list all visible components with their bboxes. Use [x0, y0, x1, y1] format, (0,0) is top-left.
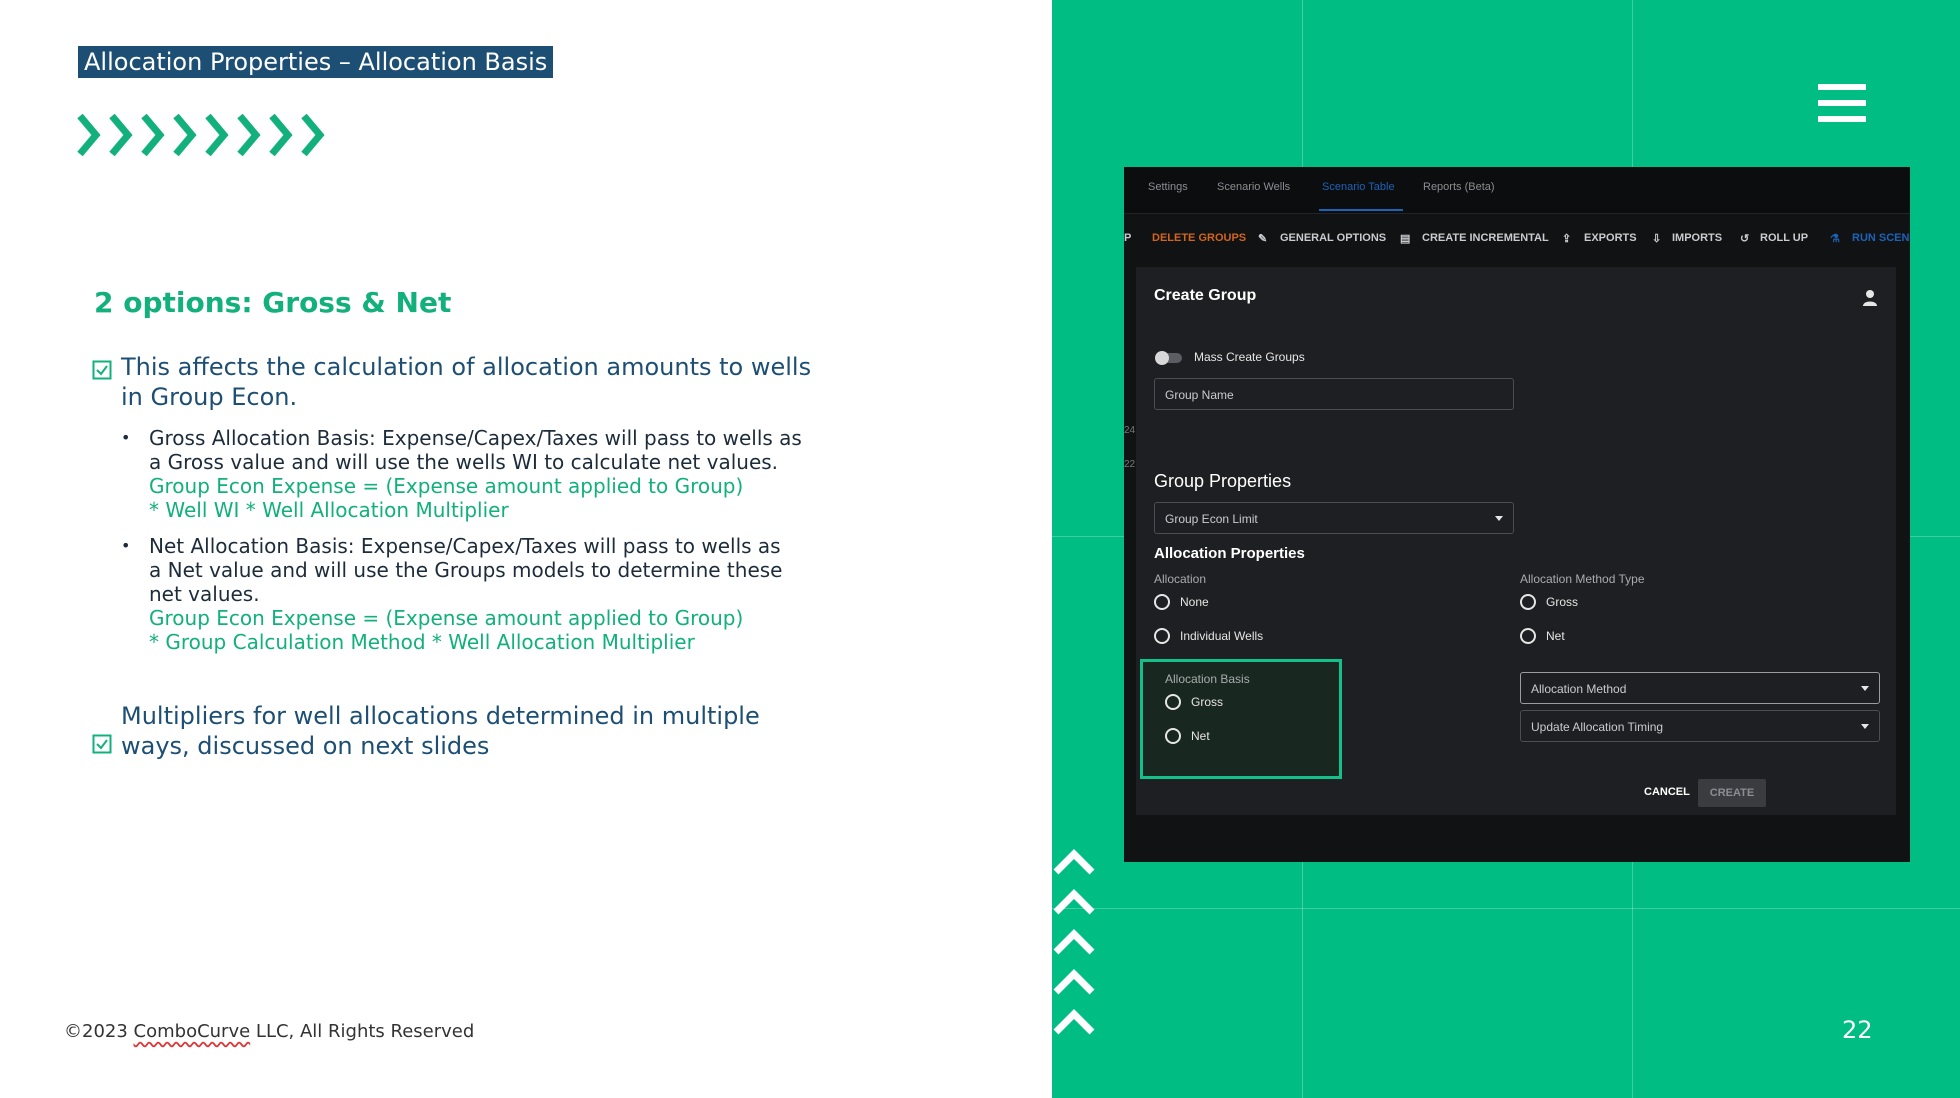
- method-type-label: Allocation Method Type: [1520, 572, 1645, 586]
- basis-label: Allocation Basis: [1165, 672, 1250, 686]
- menu-hamburger-icon[interactable]: [1818, 84, 1868, 122]
- export-icon: ⇪: [1562, 233, 1572, 245]
- up-chevrons-decoration: [1052, 840, 1098, 1040]
- chart-icon: ▤: [1400, 233, 1411, 245]
- basis-gross-label: Gross: [1191, 695, 1224, 709]
- bullet-dot: •: [121, 428, 131, 447]
- delete-groups-button[interactable]: DELETE GROUPS: [1152, 232, 1247, 244]
- group-name-input[interactable]: [1154, 378, 1514, 410]
- basis-gross-radio[interactable]: [1165, 694, 1181, 710]
- chevron-down-icon: [1861, 686, 1869, 691]
- group-econ-value: Group Econ Limit: [1165, 512, 1258, 526]
- modal-title: Create Group: [1154, 287, 1257, 304]
- basis-net-radio[interactable]: [1165, 728, 1181, 744]
- allocation-method-value: Allocation Method: [1531, 682, 1627, 696]
- bullet-dot: •: [121, 536, 131, 555]
- tab-scenario-table[interactable]: Scenario Table: [1322, 181, 1395, 193]
- allocation-none-label: None: [1180, 595, 1209, 609]
- bullet-line: a Net value and will use the Groups models to determine these: [149, 558, 783, 582]
- bullet-line: net values.: [149, 582, 260, 606]
- allocation-properties-title: Allocation Properties: [1154, 545, 1305, 562]
- point-line: This affects the calculation of allocation amounts to wells: [121, 353, 812, 381]
- checkbox-check-icon: [92, 360, 112, 380]
- point-line: ways, discussed on next slides: [121, 732, 490, 760]
- bullet-line: Net Allocation Basis: Expense/Capex/Taxes will pass to wells as: [149, 534, 781, 558]
- chevron-down-icon: [1495, 516, 1503, 521]
- point-allocation-effect: [121, 352, 841, 412]
- import-icon: ⇩: [1652, 233, 1662, 245]
- tab-settings[interactable]: Settings: [1148, 181, 1188, 193]
- user-icon[interactable]: [1862, 289, 1878, 307]
- bullet-line: Gross Allocation Basis: Expense/Capex/Taxes will pass to wells as: [149, 426, 802, 450]
- allocation-label: Allocation: [1154, 572, 1207, 586]
- toolbar-cut-item[interactable]: P: [1124, 232, 1132, 244]
- create-group-modal: [1136, 267, 1896, 815]
- formula-line: * Well WI * Well Allocation Multiplier: [149, 498, 509, 522]
- chevron-arrows-decoration: [76, 110, 336, 160]
- method-gross-label: Gross: [1546, 595, 1579, 609]
- formula-line: Group Econ Expense = (Expense amount applied to Group): [149, 474, 744, 498]
- create-button[interactable]: CREATE: [1698, 779, 1766, 807]
- point-multipliers: [121, 701, 841, 761]
- run-icon: ⚗: [1830, 233, 1840, 245]
- allocation-none-radio[interactable]: [1154, 594, 1170, 610]
- slide-title: Allocation Properties – Allocation Basis: [78, 46, 553, 78]
- page-number: 22: [1842, 1016, 1873, 1044]
- create-incremental-button[interactable]: CREATE INCREMENTAL: [1422, 232, 1549, 244]
- grid-line: [1052, 908, 1960, 909]
- footer-suffix: LLC, All Rights Reserved: [250, 1021, 475, 1042]
- allocation-individual-radio[interactable]: [1154, 628, 1170, 644]
- roll-up-button[interactable]: ROLL UP: [1760, 232, 1809, 244]
- edge-value: 22: [1124, 459, 1136, 470]
- formula-line: Group Econ Expense = (Expense amount applied to Group): [149, 606, 744, 630]
- bullet-gross-basis: [121, 426, 849, 522]
- cancel-button[interactable]: CANCEL: [1644, 786, 1690, 798]
- edge-value: 24: [1124, 425, 1136, 436]
- point-line: in Group Econ.: [121, 383, 298, 411]
- wrench-icon: ✎: [1258, 233, 1268, 245]
- general-options-button[interactable]: GENERAL OPTIONS: [1280, 232, 1387, 244]
- bullet-net-basis: [121, 534, 849, 654]
- group-name-placeholder: Group Name: [1165, 388, 1234, 402]
- mass-create-label: Mass Create Groups: [1194, 350, 1305, 364]
- chevron-down-icon: [1861, 724, 1869, 729]
- footer-brand: ComboCurve: [133, 1021, 251, 1042]
- tab-scenario-wells[interactable]: Scenario Wells: [1217, 181, 1291, 193]
- copyright-footer: [64, 1021, 474, 1042]
- exports-button[interactable]: EXPORTS: [1584, 232, 1637, 244]
- allocation-method-select[interactable]: [1520, 672, 1880, 704]
- tab-reports[interactable]: Reports (Beta): [1423, 181, 1495, 193]
- checkbox-check-icon: [92, 734, 112, 754]
- group-econ-select[interactable]: [1154, 502, 1514, 534]
- footer-prefix: ©2023: [64, 1021, 134, 1042]
- method-net-label: Net: [1546, 629, 1565, 643]
- active-tab-indicator: [1319, 209, 1403, 211]
- update-timing-value: Update Allocation Timing: [1531, 720, 1664, 734]
- section-heading: 2 options: Gross & Net: [94, 286, 452, 319]
- app-tab-bar: [1124, 167, 1910, 214]
- imports-button[interactable]: IMPORTS: [1672, 232, 1723, 244]
- run-scenario-button[interactable]: RUN SCEN: [1852, 232, 1910, 244]
- app-screenshot: [1124, 167, 1910, 862]
- allocation-individual-label: Individual Wells: [1180, 629, 1264, 643]
- method-net-radio[interactable]: [1520, 628, 1536, 644]
- formula-line: * Group Calculation Method * Well Allocation Multiplier: [149, 630, 695, 654]
- point-line: Multipliers for well allocations determined in multiple: [121, 702, 760, 730]
- update-timing-select[interactable]: [1520, 710, 1880, 742]
- method-gross-radio[interactable]: [1520, 594, 1536, 610]
- scenario-toolbar: [1124, 223, 1910, 253]
- mass-create-toggle[interactable]: [1154, 351, 1184, 365]
- group-properties-title: Group Properties: [1154, 471, 1292, 491]
- bullet-line: a Gross value and will use the wells WI to calculate net values.: [149, 450, 779, 474]
- rollup-icon: ↺: [1740, 233, 1750, 245]
- basis-net-label: Net: [1191, 729, 1210, 743]
- allocation-basis-highlight: [1140, 659, 1342, 779]
